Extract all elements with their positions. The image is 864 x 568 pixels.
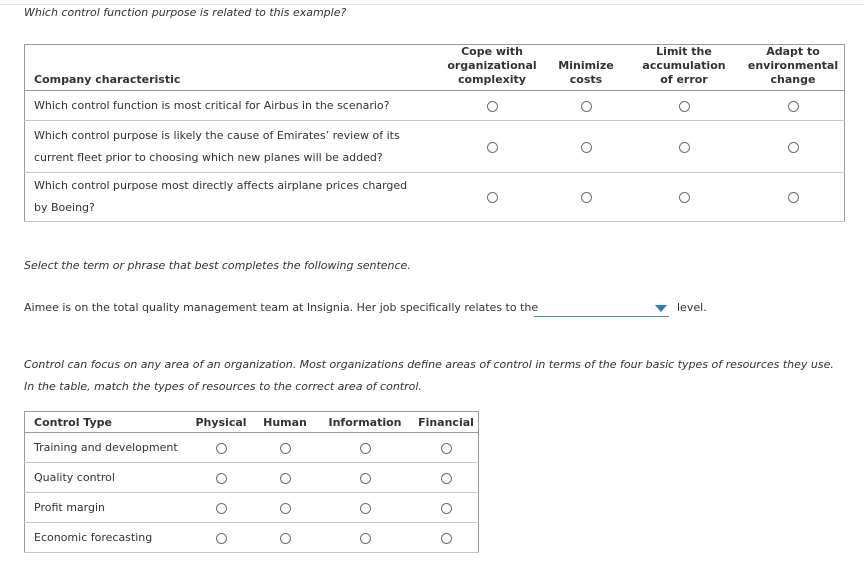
- table-row: [25, 523, 479, 553]
- chevron-down-icon[interactable]: [655, 305, 667, 312]
- table-header-row: [25, 412, 479, 433]
- radio-button[interactable]: [788, 192, 799, 203]
- radio-button[interactable]: [441, 503, 452, 514]
- question3-prompt: Control can focus on any area of an organization. Most organizations define areas of control in terms of the four basic types of resources they use. In the table, match the types of resources to the correct area of control.: [24, 358, 834, 393]
- table-row: [25, 463, 479, 493]
- radio-button[interactable]: [216, 533, 227, 544]
- header-cope-complexity: Cope with organizational complexity: [438, 45, 546, 91]
- header-minimize-costs: Minimize costs: [546, 45, 626, 91]
- sentence-after: level.: [677, 301, 707, 314]
- radio-button[interactable]: [679, 101, 690, 112]
- radio-button[interactable]: [487, 192, 498, 203]
- table-row: [25, 91, 845, 121]
- radio-button[interactable]: [216, 503, 227, 514]
- radio-button[interactable]: [441, 533, 452, 544]
- row-control-type: Profit margin: [25, 493, 189, 523]
- radio-button[interactable]: [581, 101, 592, 112]
- radio-button[interactable]: [679, 192, 690, 203]
- radio-button[interactable]: [280, 533, 291, 544]
- radio-button[interactable]: [788, 101, 799, 112]
- row-control-type: Training and development: [25, 433, 189, 463]
- control-purpose-table: [24, 44, 845, 222]
- header-human: Human: [254, 412, 316, 433]
- radio-button[interactable]: [487, 101, 498, 112]
- top-divider: [0, 0, 864, 5]
- header-adapt-change: Adapt to environmental change: [742, 45, 845, 91]
- question2-prompt: Select the term or phrase that best completes the following sentence.: [24, 259, 411, 272]
- radio-button[interactable]: [360, 443, 371, 454]
- header-company-characteristic: Company characteristic: [25, 45, 439, 91]
- radio-button[interactable]: [280, 473, 291, 484]
- header-information: Information: [316, 412, 414, 433]
- radio-button[interactable]: [441, 473, 452, 484]
- row-question: Which control purpose most directly affects airplane prices charged by Boeing?: [25, 173, 439, 222]
- row-control-type: Quality control: [25, 463, 189, 493]
- radio-button[interactable]: [280, 503, 291, 514]
- resource-type-table: [24, 411, 479, 553]
- row-question: Which control function is most critical for Airbus in the scenario?: [25, 91, 439, 121]
- question1-prompt: Which control function purpose is related to this example?: [24, 6, 347, 19]
- radio-button[interactable]: [360, 533, 371, 544]
- radio-button[interactable]: [216, 473, 227, 484]
- radio-button[interactable]: [581, 142, 592, 153]
- row-question: Which control purpose is likely the cause of Emirates’ review of its current fleet prior to choosing which new planes will be added?: [25, 121, 439, 173]
- radio-button[interactable]: [581, 192, 592, 203]
- header-limit-error: Limit the accumulation of error: [626, 45, 742, 91]
- radio-button[interactable]: [679, 142, 690, 153]
- header-physical: Physical: [188, 412, 254, 433]
- table-row: [25, 173, 845, 222]
- header-control-type: Control Type: [25, 412, 189, 433]
- radio-button[interactable]: [360, 503, 371, 514]
- radio-button[interactable]: [360, 473, 371, 484]
- radio-button[interactable]: [487, 142, 498, 153]
- radio-button[interactable]: [280, 443, 291, 454]
- sentence-before: Aimee is on the total quality management team at Insignia. Her job specifically relates to the: [24, 301, 539, 314]
- table-header-row: [25, 45, 845, 91]
- level-dropdown[interactable]: [534, 300, 669, 317]
- row-control-type: Economic forecasting: [25, 523, 189, 553]
- table-row: [25, 493, 479, 523]
- header-financial: Financial: [414, 412, 479, 433]
- table-row: [25, 121, 845, 173]
- radio-button[interactable]: [441, 443, 452, 454]
- radio-button[interactable]: [788, 142, 799, 153]
- radio-button[interactable]: [216, 443, 227, 454]
- table-row: [25, 433, 479, 463]
